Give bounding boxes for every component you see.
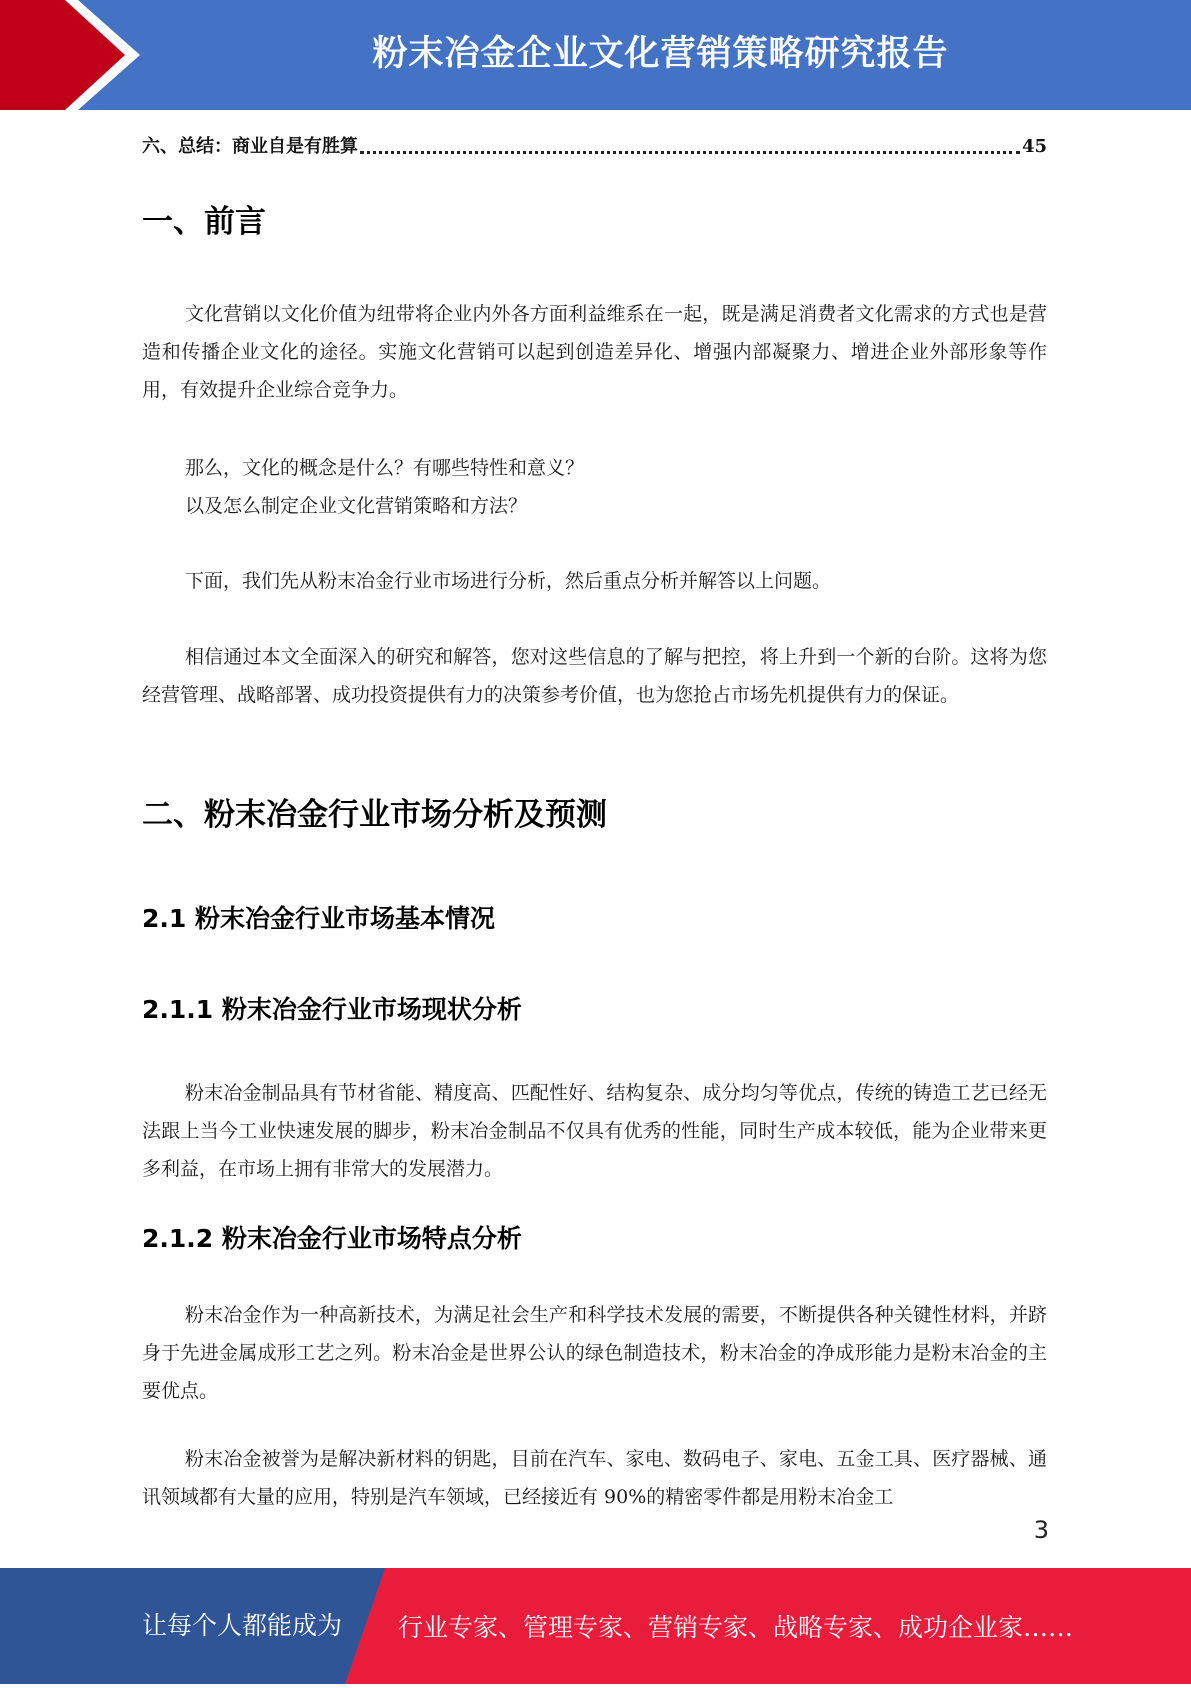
preface-question-1: 那么，文化的概念是什么？有哪些特性和意义？ (185, 457, 585, 479)
report-title: 粉末冶金企业文化营销策略研究报告 (372, 34, 949, 74)
toc-entry[interactable] (142, 132, 1047, 162)
preface-paragraph-1: 文化营销以文化价值为纽带将企业内外各方面利益维系在一起，既是满足消费者文化需求的方式也是营造和传播企业文化的途径。实施文化营销可以起到创造差异化、增强内部凝聚力、增进企业外部形象等作用，有效提升企业综合竞争力。 (142, 303, 1047, 401)
page-header (0, 0, 1191, 110)
preface-paragraph-3: 相信通过本文全面深入的研究和解答，您对这些信息的了解与把控，将上升到一个新的台阶。这将为您经营管理、战略部署、成功投资提供有力的决策参考价值，也为您抢占市场先机提供有力的保证。 (142, 646, 1047, 706)
market-features-heading: 2.1.2 粉末冶金行业市场特点分析 (142, 1224, 522, 1253)
header-arrow-decoration (0, 0, 160, 110)
footer-slogan-left: 让每个人都能成为 (142, 1611, 343, 1640)
preface-paragraph-2: 下面，我们先从粉末冶金行业市场进行分析，然后重点分析并解答以上问题。 (185, 570, 832, 592)
market-status-heading: 2.1.1 粉末冶金行业市场现状分析 (142, 995, 522, 1024)
page-number: 3 (1033, 1516, 1049, 1544)
page-footer (0, 1568, 1191, 1684)
toc-leader-dots (360, 151, 1020, 154)
market-features-paragraph-1: 粉末冶金作为一种高新技术，为满足社会生产和科学技术发展的需要，不断提供各种关键性材料，并跻身于先进金属成形工艺之列。粉末冶金是世界公认的绿色制造技术，粉末冶金的净成形能力是粉末冶金的主要优点。 (142, 1304, 1047, 1402)
preface-heading: 一、前言 (142, 204, 266, 240)
preface-question-2: 以及怎么制定企业文化营销策略和方法？ (185, 495, 528, 517)
basic-situation-heading: 2.1 粉末冶金行业市场基本情况 (142, 904, 495, 933)
market-status-paragraph: 粉末冶金制品具有节材省能、精度高、匹配性好、结构复杂、成分均匀等优点，传统的铸造工艺已经无法跟上当今工业快速发展的脚步，粉末冶金制品不仅具有优秀的性能，同时生产成本较低，能为企业带来更多利益，在市场上拥有非常大的发展潜力。 (142, 1082, 1047, 1180)
toc-entry-page: 45 (1021, 136, 1047, 157)
toc-entry-text: 六、总结：商业自是有胜算 (142, 136, 358, 157)
market-features-paragraph-2: 粉末冶金被誉为是解决新材料的钥匙，目前在汽车、家电、数码电子、家电、五金工具、医疗器械、通讯领域都有大量的应用，特别是汽车领域，已经接近有 90%的精密零件都是用粉末冶金工 (142, 1448, 1047, 1508)
footer-slogan-right: 行业专家、管理专家、营销专家、战略专家、成功企业家…… (398, 1613, 1074, 1642)
market-analysis-heading: 二、粉末冶金行业市场分析及预测 (142, 797, 607, 833)
